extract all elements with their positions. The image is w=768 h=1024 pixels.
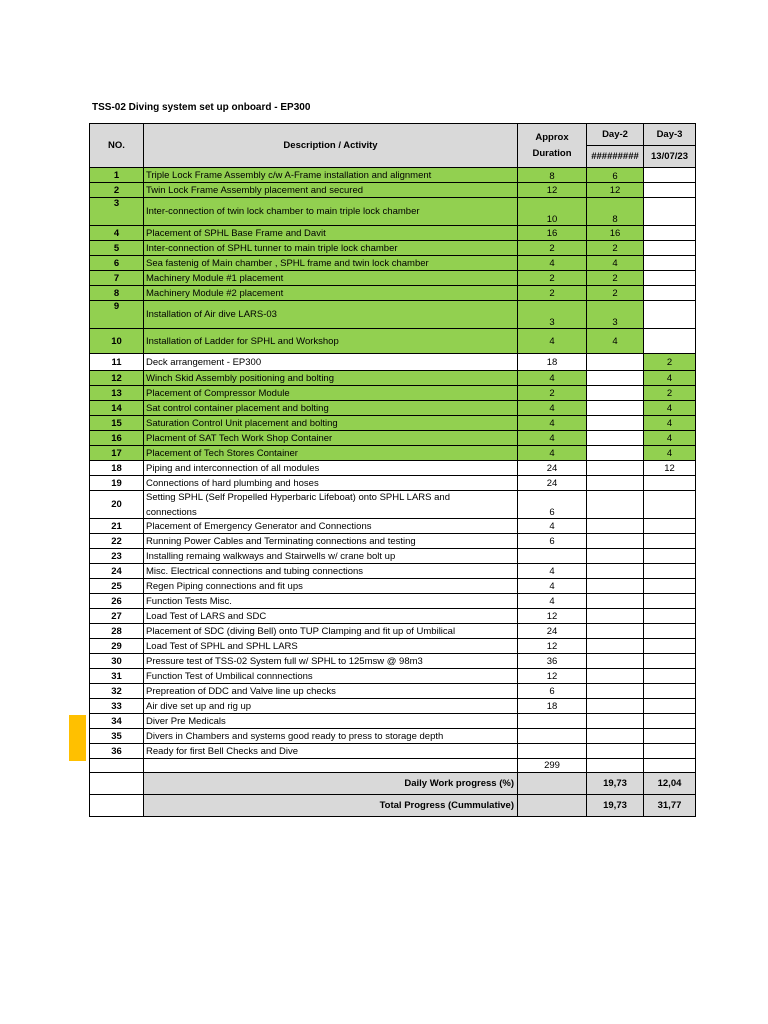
table-row	[90, 198, 696, 226]
row-day3-value	[644, 198, 696, 226]
row-number: 30	[90, 654, 144, 669]
row-description: Inter-connection of twin lock chamber to main triple lock chamber	[144, 198, 518, 226]
row-duration: 8	[518, 168, 587, 183]
row-number: 26	[90, 594, 144, 609]
table-row	[90, 534, 696, 549]
table-row	[90, 624, 696, 639]
row-day3-value	[644, 241, 696, 256]
row-description: Sat control container placement and bolting	[144, 401, 518, 416]
row-day2-value	[587, 609, 644, 624]
row-number: 11	[90, 354, 144, 371]
row-number: 35	[90, 729, 144, 744]
row-day2-value	[587, 699, 644, 714]
total-duration: 299	[518, 759, 587, 773]
header-day3-date: 13/07/23	[644, 146, 696, 168]
table-row	[90, 491, 696, 519]
row-number: 3	[90, 198, 144, 226]
total-duration-row	[90, 759, 696, 773]
row-description: Twin Lock Frame Assembly placement and secured	[144, 183, 518, 198]
row-day2-value	[587, 519, 644, 534]
row-day2-value: 8	[587, 198, 644, 226]
total-progress-day3: 31,77	[644, 795, 696, 817]
row-day3-value	[644, 329, 696, 354]
row-description: Triple Lock Frame Assembly c/w A-Frame installation and alignment	[144, 168, 518, 183]
daily-progress-row	[90, 773, 696, 795]
row-day2-value	[587, 729, 644, 744]
table-row	[90, 699, 696, 714]
row-description: Installation of Air dive LARS-03	[144, 301, 518, 329]
table-row	[90, 564, 696, 579]
row-duration: 36	[518, 654, 587, 669]
row-day3-value: 4	[644, 416, 696, 431]
table-row	[90, 609, 696, 624]
row-day3-value	[644, 301, 696, 329]
row-duration: 4	[518, 446, 587, 461]
row-description: Function Test of Umbilical connnections	[144, 669, 518, 684]
row-day2-value: 2	[587, 271, 644, 286]
row-number: 20	[90, 491, 144, 519]
row-number: 29	[90, 639, 144, 654]
row-day2-value: 4	[587, 256, 644, 271]
activity-rows	[90, 168, 696, 759]
table-row	[90, 549, 696, 564]
row-duration: 12	[518, 639, 587, 654]
row-description: Running Power Cables and Terminating connections and testing	[144, 534, 518, 549]
row-day3-value	[644, 168, 696, 183]
row-duration: 2	[518, 241, 587, 256]
table-row	[90, 271, 696, 286]
daily-progress-label: Daily Work progress (%)	[144, 773, 518, 795]
row-description: Winch Skid Assembly positioning and bolting	[144, 371, 518, 386]
table-row	[90, 329, 696, 354]
table-row	[90, 301, 696, 329]
row-day3-value: 2	[644, 386, 696, 401]
row-description: Divers in Chambers and systems good ready to press to storage depth	[144, 729, 518, 744]
table-row	[90, 446, 696, 461]
row-number: 10	[90, 329, 144, 354]
row-day3-value	[644, 519, 696, 534]
row-duration: 12	[518, 669, 587, 684]
row-description: Machinery Module #2 placement	[144, 286, 518, 301]
row-duration: 18	[518, 354, 587, 371]
row-duration: 4	[518, 519, 587, 534]
row-day2-value	[587, 624, 644, 639]
table-row	[90, 431, 696, 446]
daily-progress-day2: 19,73	[587, 773, 644, 795]
table-row	[90, 354, 696, 371]
table-row	[90, 519, 696, 534]
row-day3-value	[644, 699, 696, 714]
row-duration: 4	[518, 401, 587, 416]
row-description: Piping and interconnection of all modules	[144, 461, 518, 476]
row-number: 13	[90, 386, 144, 401]
row-description: Inter-connection of SPHL tunner to main triple lock chamber	[144, 241, 518, 256]
row-description-line2: connections	[146, 506, 197, 518]
row-description: Function Tests Misc.	[144, 594, 518, 609]
row-duration: 2	[518, 271, 587, 286]
row-number: 22	[90, 534, 144, 549]
row-day2-value	[587, 639, 644, 654]
row-duration: 4	[518, 579, 587, 594]
row-description: Connections of hard plumbing and hoses	[144, 476, 518, 491]
row-day3-value	[644, 609, 696, 624]
table-row	[90, 371, 696, 386]
table-row	[90, 416, 696, 431]
row-day2-value	[587, 446, 644, 461]
row-number: 28	[90, 624, 144, 639]
row-number: 32	[90, 684, 144, 699]
row-duration: 16	[518, 226, 587, 241]
row-day3-value: 2	[644, 354, 696, 371]
table-row	[90, 476, 696, 491]
row-duration: 6	[518, 534, 587, 549]
row-day2-value	[587, 534, 644, 549]
row-number: 19	[90, 476, 144, 491]
total-progress-label: Total Progress (Cummulative)	[144, 795, 518, 817]
header-duration-label: Duration	[532, 147, 572, 159]
row-description: Installation of Ladder for SPHL and Workshop	[144, 329, 518, 354]
row-day3-value: 4	[644, 446, 696, 461]
row-number: 25	[90, 579, 144, 594]
header-day2: Day-2	[587, 124, 644, 146]
row-day2-value: 6	[587, 168, 644, 183]
table-row	[90, 744, 696, 759]
row-number: 8	[90, 286, 144, 301]
row-description: Ready for first Bell Checks and Dive	[144, 744, 518, 759]
table-row	[90, 461, 696, 476]
row-duration: 24	[518, 461, 587, 476]
row-duration: 18	[518, 699, 587, 714]
row-day3-value	[644, 271, 696, 286]
table-row	[90, 729, 696, 744]
row-description: Deck arrangement - EP300	[144, 354, 518, 371]
header-day3: Day-3	[644, 124, 696, 146]
row-number: 12	[90, 371, 144, 386]
row-day2-value	[587, 714, 644, 729]
row-description: Placement of Tech Stores Container	[144, 446, 518, 461]
row-duration	[518, 729, 587, 744]
row-duration: 24	[518, 624, 587, 639]
table-row	[90, 226, 696, 241]
document-title: TSS-02 Diving system set up onboard - EP300	[92, 102, 311, 113]
row-description: Load Test of SPHL and SPHL LARS	[144, 639, 518, 654]
row-day2-value	[587, 594, 644, 609]
row-description: Sea fastenig of Main chamber , SPHL frame and twin lock chamber	[144, 256, 518, 271]
row-day3-value	[644, 624, 696, 639]
row-number: 34	[90, 714, 144, 729]
table-row	[90, 579, 696, 594]
row-day2-value	[587, 354, 644, 371]
row-description: Regen Piping connections and fit ups	[144, 579, 518, 594]
row-day3-value	[644, 256, 696, 271]
row-day3-value	[644, 491, 696, 519]
row-day3-value	[644, 594, 696, 609]
row-description: Prepreation of DDC and Valve line up checks	[144, 684, 518, 699]
row-day2-value: 2	[587, 286, 644, 301]
table-row	[90, 286, 696, 301]
row-number: 24	[90, 564, 144, 579]
row-day2-value: 2	[587, 241, 644, 256]
row-number: 31	[90, 669, 144, 684]
row-duration: 2	[518, 386, 587, 401]
table-row	[90, 684, 696, 699]
row-number: 21	[90, 519, 144, 534]
row-duration: 4	[518, 329, 587, 354]
table-row	[90, 256, 696, 271]
row-day3-value	[644, 669, 696, 684]
row-number: 36	[90, 744, 144, 759]
header-approx-label: Approx	[535, 131, 569, 143]
row-day3-value: 4	[644, 401, 696, 416]
row-day3-value: 12	[644, 461, 696, 476]
activity-table	[89, 123, 696, 817]
row-day3-value	[644, 744, 696, 759]
row-day2-value	[587, 579, 644, 594]
row-day3-value	[644, 579, 696, 594]
row-day3-value	[644, 729, 696, 744]
row-day2-value	[587, 371, 644, 386]
table-row	[90, 168, 696, 183]
table-row	[90, 183, 696, 198]
table-row	[90, 669, 696, 684]
table-row	[90, 241, 696, 256]
row-duration: 12	[518, 609, 587, 624]
row-duration	[518, 744, 587, 759]
row-description: Placement of Compressor Module	[144, 386, 518, 401]
row-day2-value	[587, 549, 644, 564]
row-day3-value: 4	[644, 431, 696, 446]
total-progress-row	[90, 795, 696, 817]
row-number: 15	[90, 416, 144, 431]
row-description-line1: Setting SPHL (Self Propelled Hyperbaric Lifeboat) onto SPHL LARS and	[146, 491, 450, 503]
row-day3-value	[644, 654, 696, 669]
row-day2-value	[587, 564, 644, 579]
row-duration	[518, 714, 587, 729]
row-number: 17	[90, 446, 144, 461]
row-description: Placement of SPHL Base Frame and Davit	[144, 226, 518, 241]
table-row	[90, 386, 696, 401]
row-day3-value	[644, 226, 696, 241]
row-description: Pressure test of TSS-02 System full w/ SPHL to 125msw @ 98m3	[144, 654, 518, 669]
row-day2-value	[587, 744, 644, 759]
row-day2-value	[587, 431, 644, 446]
header-day2-date: #########	[587, 146, 644, 168]
row-duration: 4	[518, 594, 587, 609]
row-description: Placement of SDC (diving Bell) onto TUP Clamping and fit up of Umbilical	[144, 624, 518, 639]
row-day2-value	[587, 669, 644, 684]
row-day2-value: 4	[587, 329, 644, 354]
row-day2-value: 3	[587, 301, 644, 329]
row-number: 5	[90, 241, 144, 256]
row-description: Misc. Electrical connections and tubing connections	[144, 564, 518, 579]
row-duration: 3	[518, 301, 587, 329]
row-description: Saturation Control Unit placement and bolting	[144, 416, 518, 431]
row-day2-value	[587, 476, 644, 491]
row-number: 27	[90, 609, 144, 624]
row-number: 14	[90, 401, 144, 416]
row-duration: 12	[518, 183, 587, 198]
row-number: 4	[90, 226, 144, 241]
row-day3-value	[644, 639, 696, 654]
row-day3-value	[644, 534, 696, 549]
row-day2-value	[587, 416, 644, 431]
row-duration: 4	[518, 416, 587, 431]
row-description: Placement of Emergency Generator and Connections	[144, 519, 518, 534]
row-number: 23	[90, 549, 144, 564]
table-row	[90, 401, 696, 416]
table-row	[90, 594, 696, 609]
row-day3-value	[644, 476, 696, 491]
row-description: Load Test of LARS and SDC	[144, 609, 518, 624]
row-highlight-marker	[69, 715, 86, 761]
row-day2-value	[587, 491, 644, 519]
row-day3-value	[644, 183, 696, 198]
table-row	[90, 714, 696, 729]
row-duration: 24	[518, 476, 587, 491]
row-number: 2	[90, 183, 144, 198]
row-number: 16	[90, 431, 144, 446]
row-day2-value: 16	[587, 226, 644, 241]
row-number: 33	[90, 699, 144, 714]
table-row	[90, 639, 696, 654]
row-description: Installing remaing walkways and Stairwells w/ crane bolt up	[144, 549, 518, 564]
row-duration: 4	[518, 431, 587, 446]
row-number: 9	[90, 301, 144, 329]
table-row	[90, 654, 696, 669]
row-description	[144, 491, 518, 519]
row-day3-value	[644, 684, 696, 699]
row-duration: 2	[518, 286, 587, 301]
row-day3-value: 4	[644, 371, 696, 386]
row-duration: 4	[518, 371, 587, 386]
row-duration: 6	[518, 684, 587, 699]
row-day2-value	[587, 386, 644, 401]
row-day3-value	[644, 549, 696, 564]
row-description: Diver Pre Medicals	[144, 714, 518, 729]
row-day2-value: 12	[587, 183, 644, 198]
row-day2-value	[587, 654, 644, 669]
row-description: Machinery Module #1 placement	[144, 271, 518, 286]
row-duration	[518, 549, 587, 564]
row-description: Air dive set up and rig up	[144, 699, 518, 714]
row-day2-value	[587, 461, 644, 476]
row-duration: 6	[518, 491, 587, 519]
row-number: 6	[90, 256, 144, 271]
daily-progress-day3: 12,04	[644, 773, 696, 795]
row-day2-value	[587, 684, 644, 699]
row-number: 1	[90, 168, 144, 183]
row-number: 7	[90, 271, 144, 286]
row-duration: 4	[518, 256, 587, 271]
row-day2-value	[587, 401, 644, 416]
header-approx-duration	[518, 124, 587, 168]
total-progress-day2: 19,73	[587, 795, 644, 817]
row-number: 18	[90, 461, 144, 476]
row-description: Placment of SAT Tech Work Shop Container	[144, 431, 518, 446]
header-description: Description / Activity	[144, 124, 518, 168]
row-duration: 4	[518, 564, 587, 579]
row-day3-value	[644, 714, 696, 729]
header-no: NO.	[90, 124, 144, 168]
row-duration: 10	[518, 198, 587, 226]
row-day3-value	[644, 564, 696, 579]
row-day3-value	[644, 286, 696, 301]
